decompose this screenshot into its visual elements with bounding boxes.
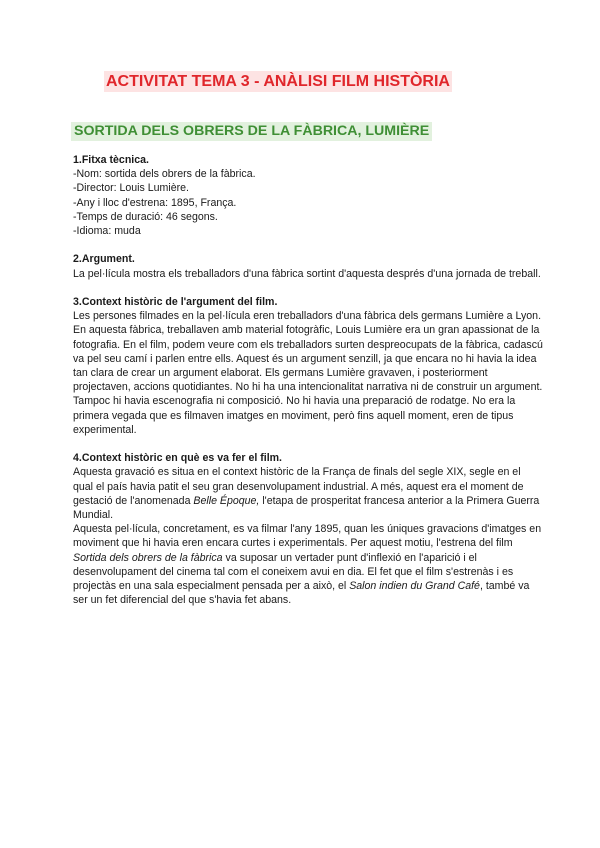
sheet-line-language: -Idioma: muda: [73, 225, 141, 238]
section-title: 2.Argument.: [73, 253, 135, 266]
section-argument-context: [73, 295, 543, 437]
section-paragraph: La pel·lícula mostra els treballadors d'una fàbrica sortint d'aquesta després d'una jornada de treball.: [73, 267, 541, 280]
section-paragraph: [73, 465, 543, 522]
sheet-line-duration: -Temps de duració: 46 segons.: [73, 210, 218, 223]
section-title: 4.Context històric en què es va fer el film.: [73, 452, 282, 465]
page-title: ACTIVITAT TEMA 3 - ANÀLISI FILM HISTÒRIA: [106, 73, 450, 90]
italic-venue-name: Salon indien du Grand Café: [349, 580, 480, 593]
text-run: , també va ser un fet diferencial del que s'havia fet abans.: [73, 580, 530, 607]
text-run: l'etapa de prosperitat francesa anterior a la Primera Guerra Mundial.: [73, 494, 540, 522]
section-title: 1.Fitxa tècnica.: [73, 154, 149, 166]
text-run: Aquesta gravació es situa en el context històric de la França de finals del segle XIX, segle en el qual el país havia patit el seu gran desenvolupament industrial. A més, aquest era el moment de gestació de l'anomenada: [73, 466, 524, 507]
text-run: Aquesta pel·lícula, concretament, es va filmar l'any 1895, quan les úniques gravacions d'imatges en moviment que hi havia eren encara curtes i experimentals. Per aquest motiu, l'estrena del film: [73, 523, 542, 550]
section-title: 3.Context històric de l'argument del film.: [73, 296, 278, 308]
sheet-line-release: -Any i lloc d'estrena: 1895, França.: [73, 196, 237, 209]
sheet-line-director: -Director: Louis Lumière.: [73, 182, 189, 195]
film-title: SORTIDA DELS OBRERS DE LA FÀBRICA, LUMIÈRE: [71, 122, 432, 141]
italic-term: Belle Époque,: [193, 494, 260, 507]
section-technical-sheet: [73, 153, 543, 238]
section-film-context: [73, 451, 543, 607]
section-paragraph: [73, 522, 543, 607]
section-paragraph: Les persones filmades en la pel·lícula eren treballadors d'una fàbrica dels germans Lumière a Lyon. En aquesta fàbrica, treballaven amb material fotogràfic, Louis Lumière era un gran apassionat de la fotografia. En el film, podem veure com els treballadors surten despreocupats de la fàbrica, cadascú va pel seu camí i parlen entre ells. Aquest és un argument senzill, ja que encara no hi havia la idea tan clara de crear un argument elaborat. Els germans Lumière gravaven, i posteriorment projectaven, accions quotidiantes. No hi ha una intencionalitat narrativa ni de construir un argument. Tampoc hi havia escenografia ni composició. No hi havia una preparació de rodatge. No era la primera vegada que es filmaven imatges en moviment, però fins aquell moment, eren de tipus experimental.: [73, 310, 543, 436]
italic-film-title: Sortida dels obrers de la fàbrica: [73, 551, 223, 564]
text-run: va suposar un vertader punt d'inflexió en l'aparició i el desenvolupament del cinema tal com el coneixem avui en dia. El fet que el film s'estrenàs i es projectàs en una sala especialment pensada per a això, el: [73, 551, 514, 593]
document-body: [73, 153, 543, 622]
section-argument: [73, 252, 543, 280]
sheet-line-name: -Nom: sortida dels obrers de la fàbrica.: [73, 168, 256, 181]
